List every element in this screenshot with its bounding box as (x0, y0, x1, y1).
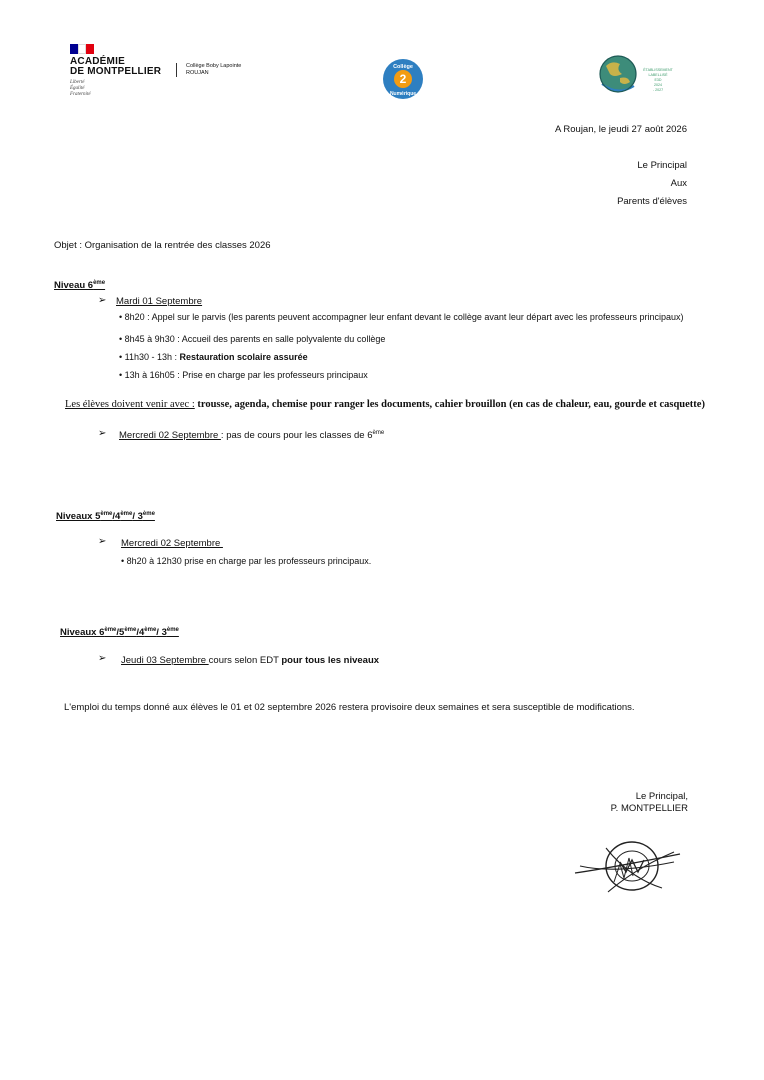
svg-text:Collège: Collège (393, 64, 413, 70)
letter-sender: Le Principal (637, 160, 687, 171)
republic-motto: Liberté Égalité Fraternité (70, 80, 91, 97)
letter-to: Aux (670, 178, 687, 189)
day-jeudi-03: Jeudi 03 Septembre cours selon EDT pour tous les niveaux (121, 655, 380, 666)
official-stamp-signature (570, 838, 690, 898)
college-name: Collège Boby Lapointe ROUJAN (186, 63, 242, 76)
svg-text:2024: 2024 (654, 83, 662, 87)
svg-text:LABELLISÉ: LABELLISÉ (648, 73, 668, 77)
letter-date: A Roujan, le jeudi 27 août 2026 (554, 124, 687, 135)
e3d-label-logo (598, 52, 680, 100)
header-divider (176, 63, 177, 77)
day-mardi-01: Mardi 01 Septembre (116, 296, 203, 307)
signature-name: P. MONTPELLIER (610, 803, 688, 814)
arrow-bullet-icon: ➢ (98, 428, 107, 439)
day-mercredi-02: Mercredi 02 Septembre (121, 538, 223, 549)
letter-subject: Objet : Organisation de la rentrée des classes 2026 (54, 240, 271, 251)
arrow-bullet-icon: ➢ (98, 653, 107, 664)
day-mercredi-02-6eme: Mercredi 02 Septembre : pas de cours pour les classes de 6ème (119, 429, 385, 441)
supplies-line: Les élèves doivent venir avec : trousse, agenda, chemise pour ranger les documents, cahier brouillon (en cas de chaleur, eau, gourde et casquette) (65, 399, 705, 410)
arrow-bullet-icon: ➢ (98, 536, 107, 547)
svg-text:Numérique: Numérique (389, 91, 417, 97)
college-numerique-badge-logo (382, 58, 424, 100)
arrow-bullet-icon: ➢ (98, 295, 107, 306)
timetable-note: L'emploi du temps donné aux élèves le 01 et 02 septembre 2026 restera provisoire deux semaines et sera susceptible de modifications. (64, 702, 635, 713)
svg-text:ÉTABLISSEMENT: ÉTABLISSEMENT (643, 68, 673, 72)
svg-text:2: 2 (399, 72, 407, 86)
svg-text:- 2027: - 2027 (652, 88, 664, 92)
marianne-flag-logo (70, 44, 94, 54)
signature-title: Le Principal, (635, 791, 688, 802)
schedule-bullet: • 8h45 à 9h30 : Accueil des parents en salle polyvalente du collège (119, 334, 386, 344)
section-title-niveaux-5-4-3: Niveaux 5ème/4ème/ 3ème (56, 510, 155, 522)
section-title-niveaux-all: Niveaux 6ème/5ème/4ème/ 3ème (60, 626, 179, 638)
schedule-bullet: • 11h30 - 13h : Restauration scolaire assurée (119, 352, 308, 362)
schedule-bullet: • 13h à 16h05 : Prise en charge par les professeurs principaux (119, 370, 368, 380)
schedule-bullet: • 8h20 : Appel sur le parvis (les parents peuvent accompagner leur enfant devant le collège avant leur départ avec les professeurs principaux) (119, 312, 684, 322)
academy-name: ACADÉMIE DE MONTPELLIER (70, 56, 162, 77)
svg-text:E3D: E3D (654, 78, 662, 82)
schedule-bullet: • 8h20 à 12h30 prise en charge par les professeurs principaux. (121, 556, 372, 566)
letter-recipients: Parents d'élèves (617, 196, 687, 207)
section-title-niveau-6: Niveau 6ème (54, 279, 106, 291)
